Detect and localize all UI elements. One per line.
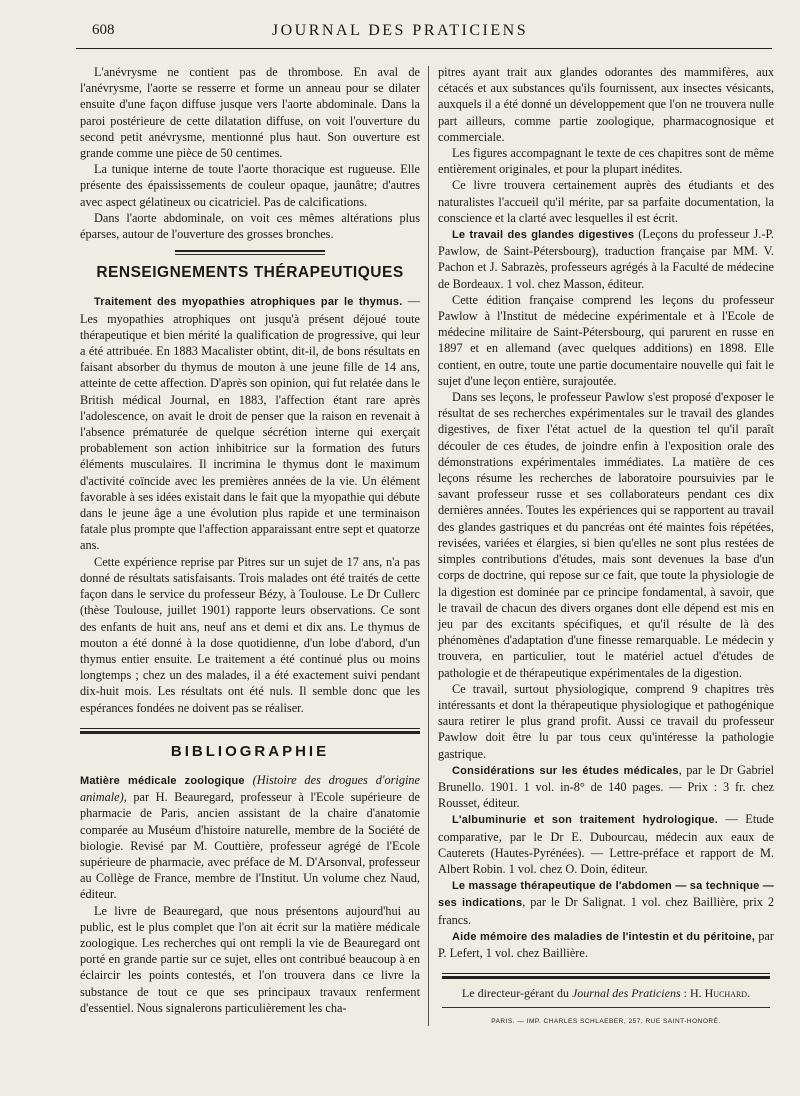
director-prefix: Le directeur-gérant du [461, 986, 572, 1001]
paragraph: pitres ayant trait aux glandes odorantes des mammifères, aux cétacés et aux substances qu'ils fournissent, aux insectes vésicants, auxquels il a été donné un développement que l'on ne trouvera nulle part ailleurs, comme partie zoologique, pharmacognosique et commerciale. [438, 65, 774, 144]
entry-pawlow [438, 226, 774, 292]
director-line [438, 985, 774, 1001]
header-rule [76, 48, 772, 49]
section-ornament [175, 250, 325, 255]
entry-text: , par H. Beauregard, professeur à l'Ecole supérieure de pharmacie de Paris, ancien assistant de la chaire d'anatomie comparée au Muséum d'histoire naturelle, membre de la Société de biologie. Revisé par M. Couttière, professeur agrégé de l'Ecole supérieure de pharmacie, avec préface de M. D'Arsonval, professeur au Collège de France, membre de l'Institut. Un volume chez Naud, éditeur. [80, 790, 420, 902]
entry-text: par P. Lefert, 1 vol. chez Baillière. [438, 928, 774, 960]
entry-title: L'albuminurie et son traitement hydrologique. [452, 814, 718, 827]
entry-title: Aide mémoire des maladies de l'intestin et du péritoine, [452, 930, 756, 943]
footer-separator [442, 973, 770, 979]
entry-albuminurie [438, 811, 774, 877]
article-text: — Les myopathies atrophiques ont jusqu'à présent déjoué toute thérapeutique et bien mérité la qualification de progressive, qui leur a été attribuée. En 1883 Macalister obtint, dit-il, de bons résultats en faisant absorber du thymus de mouton à une jeune fille de 14 ans, atteinte de cette affection. D'après son opinion, qui fut relatée dans le British médical Journal, en 1883, l'affection étant rare après l'adolescence, on avait le droit de penser que la raison en revenait à l'absence prématurée de quelque sécrétion interne qui exerçait probablement son action inhibitrice sur la formation des futurs éléments musculaires. Il incrimina le thymus dont le maximum d'activité coïncide avec les premières années de la vie. Un élément favorable à ses idées existait dans le fait que la myopathie qui débute dans le jeune âge a une évolution plus rapide et une terminaison fatale plus prompte que l'affection apparaissant entre sept et quatorze ans. [80, 294, 420, 553]
entry-title: Le travail des glandes digestives [452, 229, 635, 242]
paragraph: Ce livre trouvera certainement auprès des étudiants et des naturalistes l'accueil qu'il mérite, par sa parfaite documentation, la conscience et la clarté avec lesquelles il est écrit. [438, 178, 774, 225]
entry-massage [438, 877, 774, 928]
paragraph: Dans ses leçons, le professeur Pawlow s'est proposé d'exposer le résultat de ses recherches expérimentales sur le travail des glandes digestives, de fixer l'état actuel de la question tel qu'il paraît découler de ces études, de joindre enfin à l'exposition orale des démonstrations expérimentales immédiates. La matière de ces leçons résume les recherches de laboratoire poursuivies par le savant professeur russe et ses collaborateurs pendant ces dix dernières années. Toutes les expériences qui se rapportent au travail des glandes gastriques et du pancréas ont été maintes fois répétées, revisées, variées et élargies, si bien qu'elles ne sont plus restées de simples contributions d'études, mais sont devenues la base d'un corps de doctrine, qui repose sur ce fait, que toute la physiologie de la digestion est dominée par ce principe fondamental, à savoir, que le travail de chacun des divers organes dont elle dépend est mis en jeu par des excitants spécifiques, et qu'il résulte de là des phénomènes d'adaptation d'une finesse remarquable. Le médecin y trouvera, en particulier, tout le matériel actuel d'études de pathologie et de thérapeutique expérimentales de la digestion. [438, 390, 774, 680]
imprint-rule [442, 1007, 770, 1008]
entry-text: , par le Dr Gabriel Brunello. 1901. 1 vol. in-8° de 140 pages. — Prix : 3 fr. chez Rousset, éditeur. [438, 762, 775, 811]
paragraph: Dans l'aorte abdominale, on voit ces mêmes altérations plus éparses, autour de l'ouverture des grosses bronches. [80, 210, 420, 242]
director-journal: Journal des Praticiens [571, 986, 681, 1001]
section-separator [80, 728, 420, 734]
entry-matiere-medicale [80, 772, 420, 903]
paragraph: L'anévrysme ne contient pas de thrombose. En aval de l'anévrysme, l'aorte se resserre et forme un anneau pour se dilater ensuite d'une façon diffuse jusque vers l'aorte abdominale. Dans la paroi postérieure de cette dilatation diffuse, on voit l'ouverture du second petit anévrysme, mentionné plus haut. Son ouverture est grande comme une pièce de 50 centimes. [80, 65, 420, 161]
director-name: : H. Huchard. [680, 986, 751, 1001]
entry-subtitle: (Histoire des drogues d'origine animale) [80, 772, 420, 805]
paragraph: Cette expérience reprise par Pitres sur un sujet de 17 ans, n'a pas donné de résultats satisfaisants. Trois malades ont été traités de cette façon dans le service du professeur Bézy, à Toulouse. Le Dr Cullerc (thèse Toulouse, juillet 1901) rapporte leurs observations. Ce sont des enfants de huit ans, neuf ans et demi et dix ans. Le thymus de mouton a été donné à la dose quotidienne, d'un lobe d'abord, d'un thymus entier ensuite. Le traitement a été continué plus ou moins longtemps ; chez un des malades, il a été exactement suivi pendant dix-huit mois. Les résultats ont été nuls. Il semble donc que les espérances fondées ne doivent pas se réaliser. [80, 554, 420, 715]
paragraph: Cette édition française comprend les leçons du professeur Pawlow à l'Institut de médecine expérimentale et à l'Ecole de médecine militaire de Saint-Pétersbourg, qui parurent en russe en 1897 et en allemand (avec quelques additions) en 1898. Elle contient, en outre, toute une partie documentaire nouvelle qui fait le sujet d'une leçon entière, surajoutée. [438, 292, 774, 388]
entry-text: — Etude comparative, par le Dr E. Dubourcau, médecin aux eaux de Cauterets (Hautes-Pyrénées). — Lettre-préface et rapport de M. Albert Robin. 1 vol. chez O. Doin, éditeur. [438, 812, 774, 876]
entry-considerations [438, 762, 774, 812]
imprint: PARIS. — IMP. CHARLES SCHLAEBER, 257, RUE SAINT-HONORÉ. [491, 1018, 721, 1026]
paragraph: La tunique interne de toute l'aorte thoracique est rugueuse. Elle présente des épaississements de couleur opaque, jaunâtre; d'autres avec aspect gélatineux ou cicatriciel. Pas de calcifications. [80, 162, 420, 209]
article-myopathies [80, 293, 420, 553]
entry-aide-memoire [438, 928, 774, 961]
paragraph: Le livre de Beauregard, que nous présentons aujourd'hui au public, est le plus complet que l'on ait écrit sur la matière médicale zoologique. Les recherches qui ont rempli la vie de Beauregard ont porté en grande partie sur ce sujet, elles ont contribué beaucoup à en éclaircir les points contestés, et l'on trouvera dans ce livre la substance de tout ce que ses principaux travaux renferment d'essentiel. Nous signalerons particulièrement les cha- [80, 903, 420, 1015]
column-divider [428, 66, 429, 1026]
right-column [438, 64, 774, 1031]
paragraph: Les figures accompagnant le texte de ces chapitres sont de même entièrement originales, et pour la plupart inédites. [438, 146, 774, 177]
entry-title: Le massage thérapeutique de l'abdomen — sa technique — ses indications [438, 880, 774, 910]
entry-title: Considérations sur les études médicales [452, 764, 679, 777]
entry-text: , par le Dr Salignat. 1 vol. chez Baillière, prix 2 francs. [438, 895, 774, 927]
section-heading-bibliography: BIBLIOGRAPHIE [170, 742, 330, 760]
page-number: 608 [92, 22, 115, 38]
article-title: Traitement des myopathies atrophiques par le thymus. [94, 296, 403, 309]
paragraph: Ce travail, surtout physiologique, comprend 9 chapitres très intéressants et dont la thérapeutique physiologique et pathogénique saura retirer le plus grand profit. Aussi ce travail du professeur Pawlow doit être lu par tous ceux qu'intéresse la pathologie gastrique. [438, 681, 774, 761]
running-title: JOURNAL DES PRATICIENS [271, 22, 529, 39]
left-column [80, 64, 420, 1016]
section-heading-therapeutics: RENSEIGNEMENTS THÉRAPEUTIQUES [96, 264, 404, 282]
entry-title: Matière médicale zoologique [80, 774, 245, 787]
entry-text: (Leçons du professeur J.-P. Pawlow, de Saint-Pétersbourg), traduction française par MM. V. Pachon et J. Sabrazès, professeurs agrégés à la Faculté de médecine de Bordeaux. 1 vol. chez Masson, éditeur. [438, 227, 774, 291]
